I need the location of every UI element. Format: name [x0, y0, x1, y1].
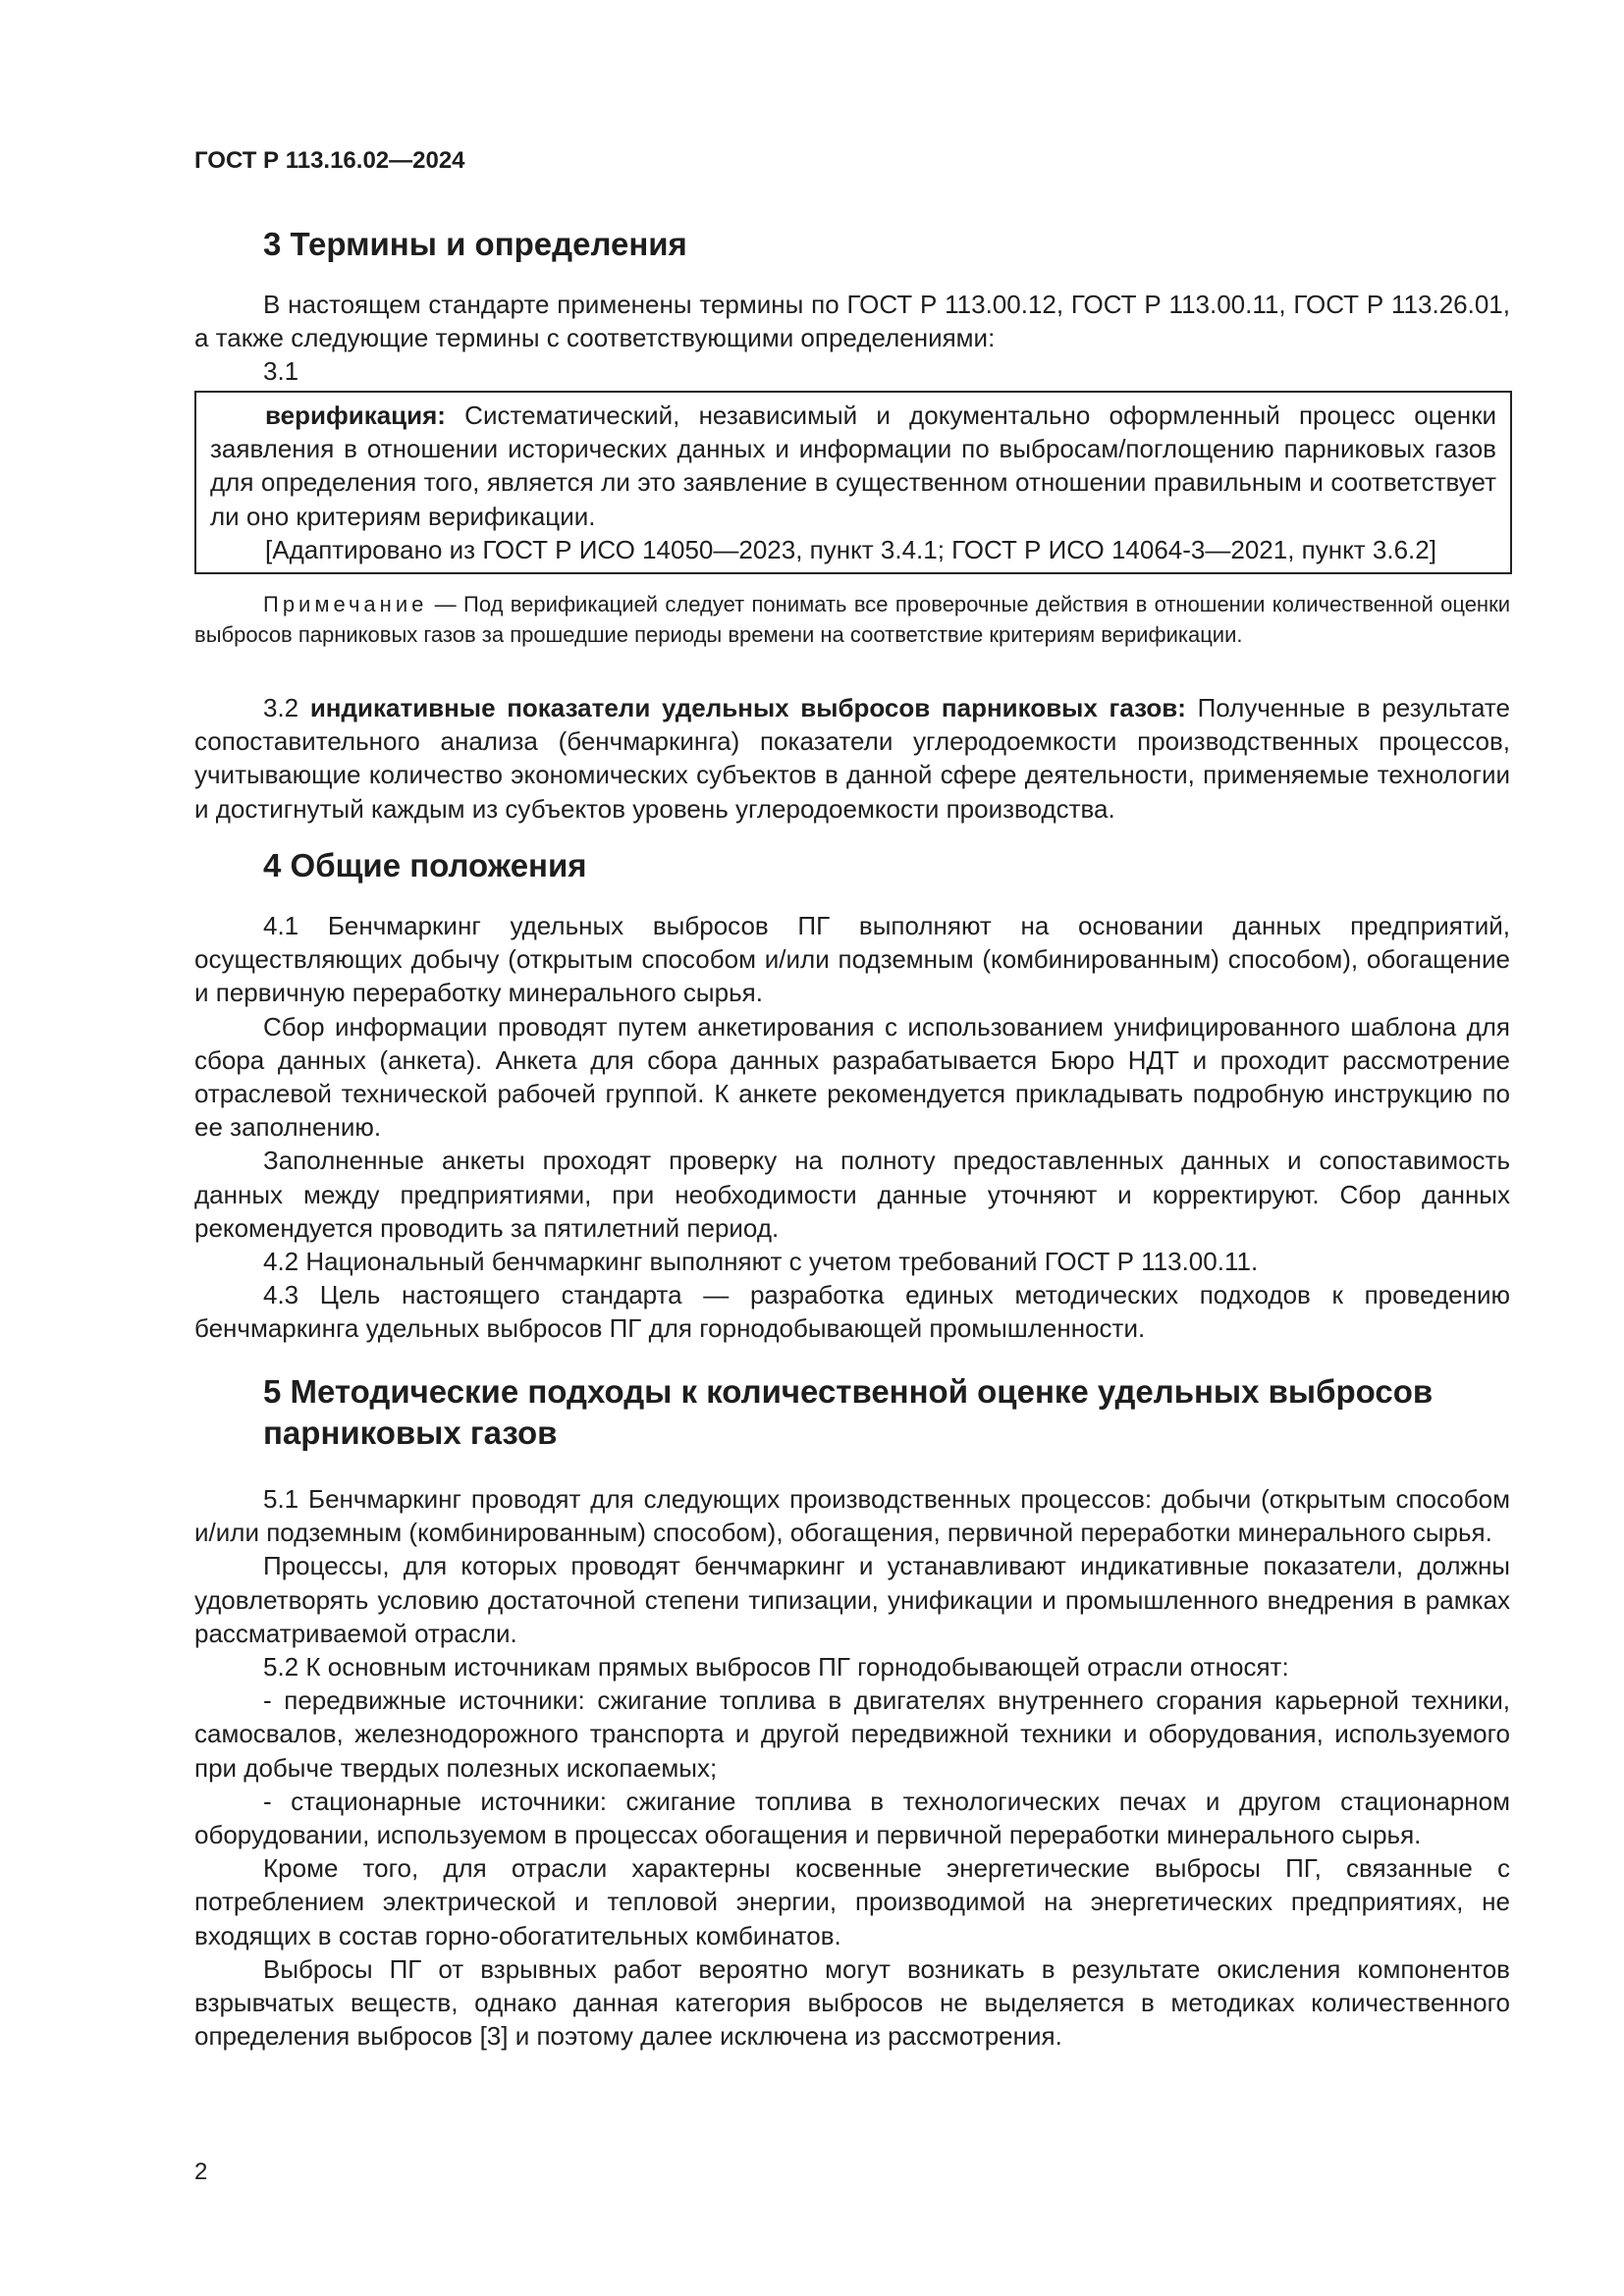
term-3-2 [194, 691, 1510, 826]
note-label: Примечание [263, 592, 428, 616]
paragraph-4-1: 4.1 Бенчмаркинг удельных выбросов ПГ выполняют на основании данных предприятий, осуществляющих добычу (открытым способом и/или подземным (комбинированным) способом), обогащение и первичную переработку минерального сырья. [194, 911, 1510, 1008]
section-5-body [194, 1482, 1510, 2053]
term-definition-box [194, 391, 1512, 574]
section-3-intro: В настоящем стандарте применены термины по ГОСТ Р 113.00.12, ГОСТ Р 113.00.11, ГОСТ Р 113.26.01, а также следующие термины с соответствующими определениями: [194, 290, 1510, 353]
term-3-1-source: [Адаптировано из ГОСТ Р ИСО 14050—2023, пункт 3.4.1; ГОСТ Р ИСО 14064-3—2021, пункт 3.6.2] [265, 534, 1436, 564]
paragraph-4-2: 4.2 Национальный бенчмаркинг выполняют с учетом требований ГОСТ Р 113.00.11. [263, 1247, 1259, 1277]
paragraph-4-1-survey: Сбор информации проводят путем анкетирования с использованием унифицированного шаблона для сбора данных (анкета). Анкета для сбора данных разрабатывается Бюро НДТ и проходит рассмотрение отраслевой технической рабочей группой. К анкете рекомендуется прикладывать подробную инструкцию по ее заполнению. [194, 1011, 1510, 1143]
paragraph-4-3: 4.3 Цель настоящего стандарта — разработка единых методических подходов к проведению бенчмаркинга удельных выбросов ПГ для горнодобывающей промышленности. [194, 1280, 1510, 1344]
term-3-2-name: индикативные показатели удельных выбросов парниковых газов: [309, 693, 1186, 722]
document-header: ГОСТ Р 113.16.02—2024 [194, 147, 465, 174]
paragraph-5-1-processes: Процессы, для которых проводят бенчмаркинг и устанавливают индикативные показатели, должны удовлетворять условию достаточной степени типизации, унификации и промышленного внедрения в рамках рассматриваемой отрасли. [194, 1551, 1510, 1648]
term-3-1-name: верификация: [265, 400, 446, 430]
paragraph-5-1: 5.1 Бенчмаркинг проводят для следующих производственных процессов: добычи (открытым способом и/или подземным (комбинированным) способом), обогащения, первичной переработки минерального сырья. [194, 1484, 1510, 1548]
note-paragraph [194, 589, 1510, 650]
page-number: 2 [194, 2159, 208, 2185]
list-item-mobile-sources: - передвижные источники: сжигание топлива в двигателях внутреннего сгорания карьерной техники, самосвалов, железнодорожного транспорта и другой передвижной техники и оборудования, используемого при добыче твердых полезных ископаемых; [194, 1685, 1510, 1783]
term-3-2-block [194, 691, 1510, 826]
section-3-title: 3 Термины и определения [263, 226, 687, 262]
paragraph-5-2-indirect: Кроме того, для отрасли характерны косвенные энергетические выбросы ПГ, связанные с потреблением электрической и тепловой энергии, производимой на энергетических предприятиях, не входящих в состав горно-обогатительных комбинатов. [194, 1853, 1510, 1950]
term-3-1-number: 3.1 [263, 356, 299, 387]
term-3-1 [210, 399, 1496, 533]
note-text: — Под верификацией следует понимать все проверочные действия в отношении количественной оценки выбросов парниковых газов за прошедшие периоды времени на соответствие критериям верификации. [194, 592, 1510, 647]
section-4-title: 4 Общие положения [263, 847, 587, 883]
term-3-2-number: 3.2 [263, 693, 310, 722]
list-item-stationary-sources: - стационарные источники: сжигание топлива в технологических печах и другом стационарном оборудовании, используемом в процессах обогащения и первичной переработки минерального сырья. [194, 1786, 1510, 1850]
paragraph-4-1-check: Заполненные анкеты проходят проверку на полноту предоставленных данных и сопоставимость данных между предприятиями, при необходимости данные уточняют и корректируют. Сбор данных рекомендуется проводить за пятилетний период. [194, 1146, 1510, 1243]
term-3-2-definition: Полученные в результате сопоставительного анализа (бенчмаркинга) показатели углеродоемкости производственных процессов, учитывающие количество экономических субъектов в данной сфере деятельности, применяемые технологии и достигнутый каждым из субъектов уровень углеродоемкости производства. [194, 693, 1511, 824]
section-5-title: 5 Методические подходы к количественной оценке удельных выбросов парниковых газов [263, 1373, 1434, 1451]
paragraph-5-2: 5.2 К основным источникам прямых выбросов ПГ горнодобывающей отрасли относят: [263, 1652, 1289, 1682]
paragraph-5-2-blasting: Выбросы ПГ от взрывных работ вероятно могут возникать в результате окисления компонентов взрывчатых веществ, однако данная категория выбросов не выделяется в методиках количественного определения выбросов [3] и поэтому далее исключена из рассмотрения. [194, 1953, 1510, 2052]
term-3-1-definition: Систематический, независимый и документально оформленный процесс оценки заявления в отношении исторических данных и информации по выбросам/поглощению парниковых газов для определения того, является ли это заявление в существенном отношении правильным и соответствует ли оно критериям верификации. [210, 400, 1496, 531]
note-block [194, 589, 1510, 650]
section-4-body [194, 909, 1510, 1346]
section-3-body [194, 288, 1510, 389]
